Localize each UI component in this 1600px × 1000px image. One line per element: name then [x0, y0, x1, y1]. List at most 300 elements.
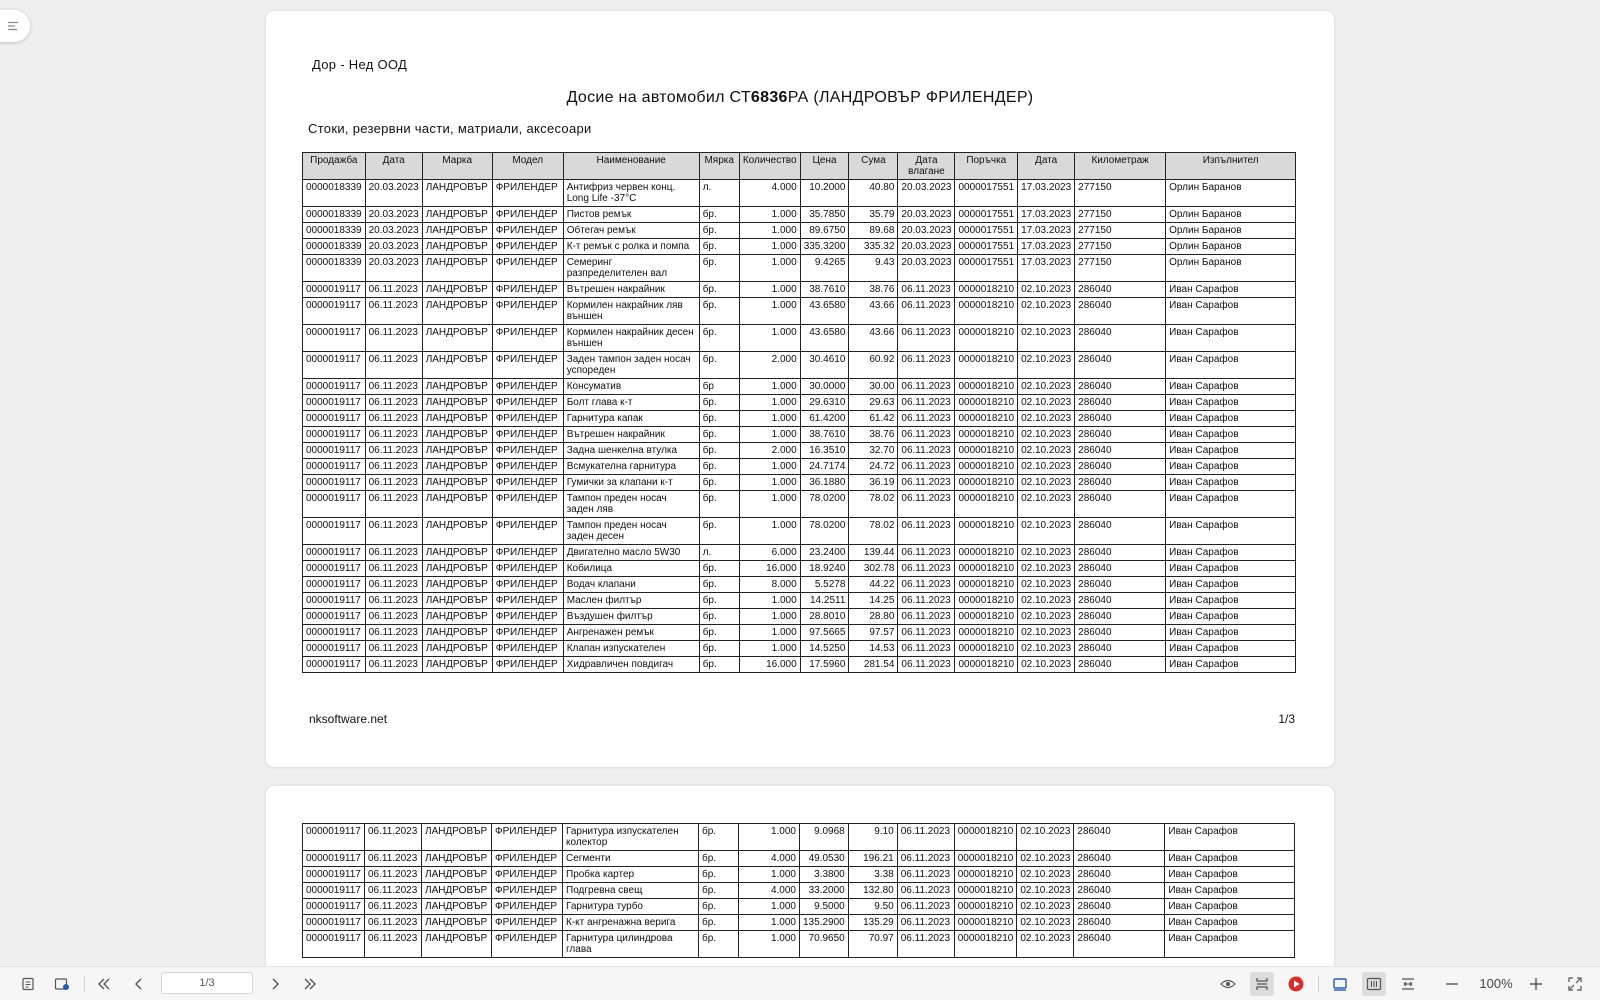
table-cell: ЛАНДРОВЪР [422, 239, 492, 255]
table-cell: 06.11.2023 [365, 545, 422, 561]
table-cell: 335.3200 [800, 239, 849, 255]
table-cell: 1.000 [739, 325, 800, 352]
table-cell: 78.0200 [800, 491, 849, 518]
table-cell: бр. [699, 577, 739, 593]
table-cell: 286040 [1075, 609, 1166, 625]
table-cell: 06.11.2023 [365, 577, 422, 593]
table-cell: 3.3800 [800, 867, 849, 883]
table-cell: Хидравличен повдигач [563, 657, 699, 673]
table-cell: 0000019117 [303, 459, 366, 475]
table-cell: 06.11.2023 [365, 851, 422, 867]
table-cell: 1.000 [739, 641, 800, 657]
column-header: Марка [422, 153, 492, 180]
record-button[interactable] [1284, 972, 1308, 996]
table-cell: 06.11.2023 [898, 325, 955, 352]
table-cell: 06.11.2023 [898, 545, 955, 561]
table-cell: бр. [699, 518, 739, 545]
table-cell: ЛАНДРОВЪР [422, 851, 492, 867]
document-page-1 [266, 11, 1334, 767]
rotate-button[interactable] [1328, 972, 1352, 996]
table-cell: 0000018339 [303, 239, 366, 255]
table-cell: Орлин Баранов [1166, 239, 1296, 255]
fullscreen-button[interactable] [1563, 972, 1587, 996]
table-row [303, 239, 1296, 255]
table-cell: 97.57 [849, 625, 898, 641]
column-header: Мярка [699, 153, 739, 180]
table-cell: Иван Сарафов [1166, 298, 1296, 325]
table-row [303, 931, 1295, 958]
table-cell: 20.03.2023 [898, 223, 955, 239]
table-row [303, 352, 1296, 379]
table-cell: бр. [699, 609, 739, 625]
table-cell: 38.7610 [800, 282, 849, 298]
table-cell: 286040 [1074, 899, 1165, 915]
table-cell: бр. [699, 298, 739, 325]
table-cell: ЛАНДРОВЪР [422, 475, 492, 491]
table-cell: ЛАНДРОВЪР [422, 298, 492, 325]
table-cell: 02.10.2023 [1018, 475, 1075, 491]
table-cell: 17.03.2023 [1018, 255, 1075, 282]
table-cell: Иван Сарафов [1166, 379, 1296, 395]
table-cell: Пистов ремък [563, 207, 699, 223]
table-cell: 0000018210 [954, 867, 1017, 883]
table-row [303, 223, 1296, 239]
parts-table-continued [302, 823, 1295, 958]
table-row [303, 395, 1296, 411]
table-cell: 0000019117 [303, 545, 366, 561]
table-cell: 0000017551 [955, 180, 1018, 207]
table-cell: К-кт ангренажна верига [563, 915, 699, 931]
table-cell: Маслен филтър [563, 593, 699, 609]
table-cell: 70.97 [848, 931, 897, 958]
table-cell: бр. [699, 395, 739, 411]
table-cell: 14.5250 [800, 641, 849, 657]
table-cell: 286040 [1074, 883, 1165, 899]
title-suffix: РА (ЛАНДРОВЪР ФРИЛЕНДЕР) [787, 89, 1034, 106]
table-cell: 0000018210 [955, 625, 1018, 641]
table-cell: 02.10.2023 [1017, 851, 1074, 867]
table-cell: 17.5960 [800, 657, 849, 673]
table-cell: 43.6580 [800, 298, 849, 325]
column-header: Километраж [1075, 153, 1166, 180]
table-cell: ЛАНДРОВЪР [422, 593, 492, 609]
bookmark-icon [54, 977, 70, 991]
table-cell: 286040 [1075, 379, 1166, 395]
table-cell: 0000019117 [303, 899, 365, 915]
table-cell: 06.11.2023 [365, 641, 422, 657]
column-header: Цена [800, 153, 849, 180]
table-row [303, 443, 1296, 459]
table-cell: 02.10.2023 [1018, 282, 1075, 298]
table-cell: 286040 [1075, 459, 1166, 475]
table-row [303, 411, 1296, 427]
table-cell: ФРИЛЕНДЕР [492, 824, 563, 851]
table-cell: ФРИЛЕНДЕР [492, 298, 563, 325]
table-cell: 06.11.2023 [898, 577, 955, 593]
fit-width-button[interactable] [1396, 972, 1420, 996]
table-cell: ЛАНДРОВЪР [422, 180, 492, 207]
table-cell: 286040 [1075, 545, 1166, 561]
table-cell: Орлин Баранов [1166, 180, 1296, 207]
table-cell: Кормилен накрайник ляв външен [563, 298, 699, 325]
document-page-2 [266, 786, 1334, 966]
table-cell: Иван Сарафов [1166, 459, 1296, 475]
table-cell: 1.000 [739, 625, 800, 641]
table-cell: 286040 [1075, 282, 1166, 298]
table-cell: ФРИЛЕНДЕР [492, 411, 563, 427]
table-cell: 0000018210 [955, 577, 1018, 593]
thumbnails-button[interactable] [16, 972, 40, 996]
table-cell: 2.000 [739, 443, 800, 459]
page-number-input[interactable] [161, 972, 253, 994]
table-cell: Иван Сарафов [1166, 545, 1296, 561]
table-cell: ЛАНДРОВЪР [422, 931, 492, 958]
table-row [303, 298, 1296, 325]
table-cell: 20.03.2023 [365, 255, 422, 282]
table-cell: 30.0000 [800, 379, 849, 395]
table-cell: Въздушен филтър [563, 609, 699, 625]
table-cell: ФРИЛЕНДЕР [492, 657, 563, 673]
table-cell: 89.6750 [800, 223, 849, 239]
table-cell: ЛАНДРОВЪР [422, 641, 492, 657]
table-cell: 0000019117 [303, 379, 366, 395]
table-cell: 02.10.2023 [1018, 427, 1075, 443]
table-cell: бр. [699, 459, 739, 475]
table-cell: 06.11.2023 [898, 395, 955, 411]
table-cell: Иван Сарафов [1166, 593, 1296, 609]
table-cell: 49.0530 [800, 851, 849, 867]
table-cell: 286040 [1074, 824, 1165, 851]
table-cell: 0000018210 [955, 298, 1018, 325]
single-page-button[interactable] [1250, 972, 1274, 996]
table-cell: 06.11.2023 [898, 561, 955, 577]
table-cell: 0000019117 [303, 883, 365, 899]
parts-table [302, 152, 1296, 673]
table-row [303, 915, 1295, 931]
bookmark-button[interactable] [50, 972, 74, 996]
table-cell: 0000019117 [303, 931, 365, 958]
table-cell: 0000019117 [303, 411, 366, 427]
previous-page-icon [133, 977, 145, 991]
table-cell: 02.10.2023 [1018, 459, 1075, 475]
previous-page-button[interactable] [127, 972, 151, 996]
table-cell: ЛАНДРОВЪР [422, 207, 492, 223]
table-cell: 02.10.2023 [1018, 641, 1075, 657]
table-cell: ЛАНДРОВЪР [422, 459, 492, 475]
table-cell: 06.11.2023 [898, 379, 955, 395]
table-cell: Иван Сарафов [1166, 475, 1296, 491]
table-cell: 286040 [1075, 443, 1166, 459]
table-cell: 0000019117 [303, 824, 365, 851]
table-cell: ЛАНДРОВЪР [422, 561, 492, 577]
table-cell: 06.11.2023 [365, 593, 422, 609]
view-icon [1220, 978, 1236, 990]
thumbnails-icon [21, 977, 35, 991]
table-row [303, 609, 1296, 625]
table-cell: бр. [699, 352, 739, 379]
table-cell: 0000018339 [303, 207, 366, 223]
zoom-in-button[interactable] [1524, 972, 1548, 996]
view-button[interactable] [1216, 972, 1240, 996]
table-cell: Гарнитура турбо [563, 899, 699, 915]
table-cell: 1.000 [739, 931, 800, 958]
table-cell: 286040 [1075, 657, 1166, 673]
table-cell: Двигателно масло 5W30 [563, 545, 699, 561]
table-cell: 1.000 [739, 255, 800, 282]
table-cell: 335.32 [849, 239, 898, 255]
table-cell: 06.11.2023 [898, 282, 955, 298]
table-cell: ЛАНДРОВЪР [422, 411, 492, 427]
table-cell: Подгревна свещ [563, 883, 699, 899]
table-cell: Гарнитура изпускателен колектор [563, 824, 699, 851]
table-cell: 14.2511 [800, 593, 849, 609]
table-cell: 286040 [1075, 561, 1166, 577]
table-cell: 97.5665 [800, 625, 849, 641]
rotate-icon [1332, 977, 1348, 991]
table-cell: 286040 [1075, 427, 1166, 443]
table-cell: 38.76 [849, 282, 898, 298]
table-row [303, 475, 1296, 491]
table-cell: 36.19 [849, 475, 898, 491]
table-row [303, 561, 1296, 577]
table-cell: 0000019117 [303, 427, 366, 443]
table-cell: 02.10.2023 [1017, 915, 1074, 931]
table-cell: 18.9240 [800, 561, 849, 577]
table-row [303, 379, 1296, 395]
table-cell: 286040 [1074, 931, 1165, 958]
table-row [303, 883, 1295, 899]
table-cell: Иван Сарафов [1166, 625, 1296, 641]
table-cell: 1.000 [739, 867, 800, 883]
zoom-in-icon [1529, 977, 1543, 991]
table-cell: 61.4200 [800, 411, 849, 427]
table-cell: Иван Сарафов [1166, 518, 1296, 545]
table-row [303, 593, 1296, 609]
table-cell: 286040 [1074, 915, 1165, 931]
column-header: Сума [849, 153, 898, 180]
table-cell: Иван Сарафов [1165, 883, 1295, 899]
two-page-button[interactable] [1362, 972, 1386, 996]
table-cell: 17.03.2023 [1018, 223, 1075, 239]
table-cell: 0000019117 [303, 657, 366, 673]
zoom-level[interactable]: 100% [1479, 976, 1513, 991]
table-cell: 43.66 [849, 325, 898, 352]
table-cell: 1.000 [739, 899, 800, 915]
table-cell: 17.03.2023 [1018, 207, 1075, 223]
table-cell: ФРИЛЕНДЕР [492, 459, 563, 475]
table-cell: 286040 [1074, 867, 1165, 883]
table-row [303, 427, 1296, 443]
column-header: Модел [492, 153, 563, 180]
table-cell: 06.11.2023 [898, 491, 955, 518]
table-cell: 06.11.2023 [897, 931, 954, 958]
table-cell: 0000019117 [303, 915, 365, 931]
table-cell: Пробка картер [563, 867, 699, 883]
table-cell: 0000018339 [303, 223, 366, 239]
table-cell: Иван Сарафов [1166, 577, 1296, 593]
table-cell: 1.000 [739, 239, 800, 255]
table-cell: 17.03.2023 [1018, 180, 1075, 207]
table-row [303, 577, 1296, 593]
table-cell: 02.10.2023 [1018, 395, 1075, 411]
table-cell: Иван Сарафов [1166, 657, 1296, 673]
table-cell: 06.11.2023 [897, 915, 954, 931]
table-cell: 286040 [1075, 491, 1166, 518]
table-cell: ЛАНДРОВЪР [422, 625, 492, 641]
table-cell: бр. [699, 931, 739, 958]
table-cell: 0000018210 [954, 931, 1017, 958]
table-cell: бр. [699, 411, 739, 427]
table-cell: Иван Сарафов [1166, 561, 1296, 577]
table-cell: бр. [699, 883, 739, 899]
table-cell: 0000018210 [954, 915, 1017, 931]
table-cell: 1.000 [739, 379, 800, 395]
next-page-icon [269, 977, 281, 991]
table-cell: 06.11.2023 [365, 491, 422, 518]
table-cell: 38.7610 [800, 427, 849, 443]
table-cell: 0000018210 [955, 518, 1018, 545]
table-cell: Тампон преден носач заден ляв [563, 491, 699, 518]
table-cell: Иван Сарафов [1165, 851, 1295, 867]
table-cell: 06.11.2023 [897, 824, 954, 851]
table-cell: 02.10.2023 [1018, 657, 1075, 673]
table-cell: Гарнитура цилиндрова глава [563, 931, 699, 958]
next-page-button[interactable] [263, 972, 287, 996]
zoom-out-button[interactable] [1440, 972, 1464, 996]
table-cell: 277150 [1075, 255, 1166, 282]
outline-icon [7, 21, 19, 31]
table-cell: 02.10.2023 [1018, 411, 1075, 427]
table-cell: Кормилен накрайник десен външен [563, 325, 699, 352]
table-cell: Консуматив [563, 379, 699, 395]
table-cell: 02.10.2023 [1017, 883, 1074, 899]
fit-width-icon [1400, 977, 1416, 991]
table-cell: 16.3510 [800, 443, 849, 459]
table-cell: Иван Сарафов [1165, 931, 1295, 958]
table-cell: 06.11.2023 [365, 518, 422, 545]
title-prefix: Досие на автомобил СТ [566, 89, 751, 106]
table-cell: 06.11.2023 [898, 475, 955, 491]
table-row [303, 824, 1295, 851]
table-cell: 1.000 [739, 411, 800, 427]
table-cell: 0000018210 [955, 459, 1018, 475]
table-cell: 06.11.2023 [897, 851, 954, 867]
table-cell: 0000017551 [955, 223, 1018, 239]
table-cell: 9.50 [848, 899, 897, 915]
table-cell: 02.10.2023 [1018, 325, 1075, 352]
table-cell: 35.79 [849, 207, 898, 223]
table-cell: 286040 [1075, 518, 1166, 545]
table-cell: 06.11.2023 [365, 379, 422, 395]
table-cell: бр. [699, 282, 739, 298]
table-cell: 0000018210 [954, 851, 1017, 867]
table-cell: 06.11.2023 [365, 867, 422, 883]
table-cell: бр. [699, 427, 739, 443]
fullscreen-icon [1568, 977, 1582, 991]
table-cell: 06.11.2023 [897, 883, 954, 899]
table-cell: 139.44 [849, 545, 898, 561]
table-cell: бр. [699, 491, 739, 518]
table-cell: 277150 [1075, 207, 1166, 223]
table-cell: 0000019117 [303, 352, 366, 379]
table-cell: 30.00 [849, 379, 898, 395]
table-cell: 20.03.2023 [365, 223, 422, 239]
table-cell: 78.02 [849, 491, 898, 518]
table-cell: 02.10.2023 [1018, 518, 1075, 545]
table-cell: 1.000 [739, 491, 800, 518]
table-row [303, 657, 1296, 673]
table-cell: Иван Сарафов [1165, 915, 1295, 931]
table-cell: 286040 [1075, 352, 1166, 379]
last-page-button[interactable] [298, 972, 322, 996]
company-name: Дор - Нед ООД [312, 57, 408, 72]
table-cell: ФРИЛЕНДЕР [492, 593, 563, 609]
table-cell: 43.6580 [800, 325, 849, 352]
table-cell: 0000018210 [955, 395, 1018, 411]
table-cell: ЛАНДРОВЪР [422, 867, 492, 883]
table-cell: 277150 [1075, 223, 1166, 239]
column-header: Наименование [563, 153, 699, 180]
table-cell: ЛАНДРОВЪР [422, 282, 492, 298]
table-cell: 132.80 [848, 883, 897, 899]
table-cell: 24.7174 [800, 459, 849, 475]
table-cell: 06.11.2023 [365, 282, 422, 298]
table-cell: 44.22 [849, 577, 898, 593]
table-cell: Водач клапани [563, 577, 699, 593]
table-cell: ФРИЛЕНДЕР [492, 641, 563, 657]
table-cell: ФРИЛЕНДЕР [492, 867, 563, 883]
table-cell: Ангренажен ремък [563, 625, 699, 641]
table-cell: бр. [699, 561, 739, 577]
table-cell: ЛАНДРОВЪР [422, 379, 492, 395]
table-cell: Болт глава к-т [563, 395, 699, 411]
table-cell: 9.5000 [800, 899, 849, 915]
table-cell: Иван Сарафов [1166, 427, 1296, 443]
table-cell: 28.80 [849, 609, 898, 625]
table-cell: ФРИЛЕНДЕР [492, 561, 563, 577]
table-cell: 286040 [1075, 641, 1166, 657]
table-cell: 06.11.2023 [365, 427, 422, 443]
table-row [303, 625, 1296, 641]
table-cell: 0000019117 [303, 475, 366, 491]
table-cell: 36.1880 [800, 475, 849, 491]
table-cell: 06.11.2023 [898, 657, 955, 673]
table-cell: Иван Сарафов [1166, 491, 1296, 518]
table-cell: ЛАНДРОВЪР [422, 657, 492, 673]
table-cell: 0000018210 [955, 641, 1018, 657]
table-cell: 20.03.2023 [365, 207, 422, 223]
table-cell: 1.000 [739, 459, 800, 475]
table-cell: 0000019117 [303, 577, 366, 593]
table-cell: Семеринг разпределителен вал [563, 255, 699, 282]
table-cell: ФРИЛЕНДЕР [492, 282, 563, 298]
first-page-button[interactable] [92, 972, 116, 996]
table-cell: 43.66 [849, 298, 898, 325]
table-cell: 78.0200 [800, 518, 849, 545]
table-cell: 20.03.2023 [898, 207, 955, 223]
table-cell: ФРИЛЕНДЕР [492, 625, 563, 641]
table-cell: 70.9650 [800, 931, 849, 958]
table-cell: бр. [699, 325, 739, 352]
table-cell: 0000018210 [955, 352, 1018, 379]
table-cell: ФРИЛЕНДЕР [492, 443, 563, 459]
table-cell: 06.11.2023 [365, 325, 422, 352]
table-cell: 1.000 [739, 395, 800, 411]
table-cell: 302.78 [849, 561, 898, 577]
table-cell: 196.21 [848, 851, 897, 867]
footer-site: nksoftware.net [309, 712, 388, 726]
footer-page-number: 1/3 [1278, 712, 1295, 726]
